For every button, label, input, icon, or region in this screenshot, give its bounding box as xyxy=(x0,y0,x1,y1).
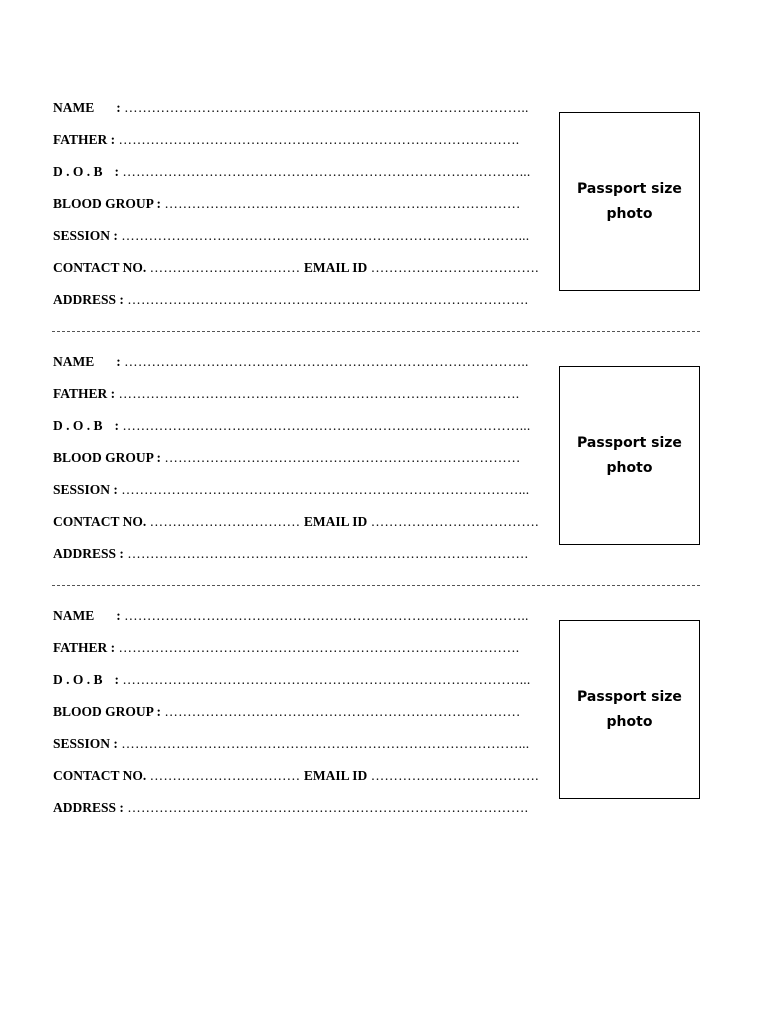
contact-label: CONTACT NO. xyxy=(53,514,150,529)
blood-group-label: BLOOD GROUP : xyxy=(53,704,165,719)
contact-blank[interactable]: …………………………… xyxy=(149,768,304,783)
dob-label: D . O . B xyxy=(53,418,103,433)
address-label: ADDRESS : xyxy=(53,292,128,307)
email-blank[interactable]: ………………………………. xyxy=(370,260,539,275)
passport-photo-label: Passport size photo xyxy=(577,688,682,730)
dob-field[interactable] xyxy=(53,418,547,434)
address-blank[interactable]: ……………………………………………………………………………. xyxy=(127,292,529,307)
name-field[interactable] xyxy=(53,354,547,370)
email-blank[interactable]: ………………………………. xyxy=(370,768,539,783)
name-label: NAME xyxy=(53,100,95,115)
session-label: SESSION : xyxy=(53,228,122,243)
form-block-1 xyxy=(0,100,768,320)
address-label: ADDRESS : xyxy=(53,800,128,815)
blood-group-label: BLOOD GROUP : xyxy=(53,196,165,211)
session-label: SESSION : xyxy=(53,736,122,751)
name-blank[interactable]: …………………………………………………………………………….. xyxy=(124,100,529,115)
dob-field[interactable] xyxy=(53,164,547,180)
session-blank[interactable]: ……………………………………………………………………………... xyxy=(121,736,530,751)
dob-separator: : xyxy=(114,418,123,433)
name-blank[interactable]: …………………………………………………………………………….. xyxy=(124,354,529,369)
form-block-2 xyxy=(0,354,768,574)
session-field[interactable] xyxy=(53,228,547,244)
father-field[interactable] xyxy=(53,640,547,656)
father-label: FATHER : xyxy=(53,132,119,147)
contact-blank[interactable]: …………………………… xyxy=(149,260,304,275)
passport-photo-box xyxy=(559,366,700,545)
dob-field[interactable] xyxy=(53,672,547,688)
name-label: NAME xyxy=(53,608,95,623)
name-field[interactable] xyxy=(53,608,547,624)
name-separator: : xyxy=(116,354,125,369)
dob-label: D . O . B xyxy=(53,672,103,687)
blood-group-blank[interactable]: …………………………………………………………………… xyxy=(164,704,521,719)
address-blank[interactable]: ……………………………………………………………………………. xyxy=(127,800,529,815)
dob-blank[interactable]: ……………………………………………………………………………... xyxy=(122,672,531,687)
contact-email-field[interactable] xyxy=(53,768,547,784)
dob-separator: : xyxy=(114,164,123,179)
session-field[interactable] xyxy=(53,482,547,498)
email-label: EMAIL ID xyxy=(303,768,371,783)
address-field[interactable] xyxy=(53,800,547,816)
blood-group-field[interactable] xyxy=(53,196,547,212)
address-blank[interactable]: ……………………………………………………………………………. xyxy=(127,546,529,561)
email-blank[interactable]: ………………………………. xyxy=(370,514,539,529)
session-field[interactable] xyxy=(53,736,547,752)
contact-blank[interactable]: …………………………… xyxy=(149,514,304,529)
contact-email-field[interactable] xyxy=(53,260,547,276)
contact-email-field[interactable] xyxy=(53,514,547,530)
father-field[interactable] xyxy=(53,386,547,402)
session-blank[interactable]: ……………………………………………………………………………... xyxy=(121,228,530,243)
contact-label: CONTACT NO. xyxy=(53,768,150,783)
father-label: FATHER : xyxy=(53,386,119,401)
father-blank[interactable]: ……………………………………………………………………………. xyxy=(118,386,520,401)
dob-label: D . O . B xyxy=(53,164,103,179)
form-block-3 xyxy=(0,608,768,828)
email-label: EMAIL ID xyxy=(303,514,371,529)
passport-photo-label: Passport size photo xyxy=(577,180,682,222)
name-separator: : xyxy=(116,608,125,623)
address-label: ADDRESS : xyxy=(53,546,128,561)
name-blank[interactable]: …………………………………………………………………………….. xyxy=(124,608,529,623)
contact-label: CONTACT NO. xyxy=(53,260,150,275)
session-label: SESSION : xyxy=(53,482,122,497)
name-field[interactable] xyxy=(53,100,547,116)
father-blank[interactable]: ……………………………………………………………………………. xyxy=(118,132,520,147)
blood-group-blank[interactable]: …………………………………………………………………… xyxy=(164,450,521,465)
father-blank[interactable]: ……………………………………………………………………………. xyxy=(118,640,520,655)
passport-photo-box xyxy=(559,112,700,291)
name-label: NAME xyxy=(53,354,95,369)
blood-group-field[interactable] xyxy=(53,450,547,466)
passport-photo-label: Passport size photo xyxy=(577,434,682,476)
dob-blank[interactable]: ……………………………………………………………………………... xyxy=(122,164,531,179)
dob-blank[interactable]: ……………………………………………………………………………... xyxy=(122,418,531,433)
blood-group-field[interactable] xyxy=(53,704,547,720)
blood-group-label: BLOOD GROUP : xyxy=(53,450,165,465)
father-label: FATHER : xyxy=(53,640,119,655)
session-blank[interactable]: ……………………………………………………………………………... xyxy=(121,482,530,497)
section-separator xyxy=(52,331,700,332)
blood-group-blank[interactable]: …………………………………………………………………… xyxy=(164,196,521,211)
passport-photo-box xyxy=(559,620,700,799)
name-separator: : xyxy=(116,100,125,115)
address-field[interactable] xyxy=(53,546,547,562)
dob-separator: : xyxy=(114,672,123,687)
address-field[interactable] xyxy=(53,292,547,308)
father-field[interactable] xyxy=(53,132,547,148)
section-separator xyxy=(52,585,700,586)
email-label: EMAIL ID xyxy=(303,260,371,275)
